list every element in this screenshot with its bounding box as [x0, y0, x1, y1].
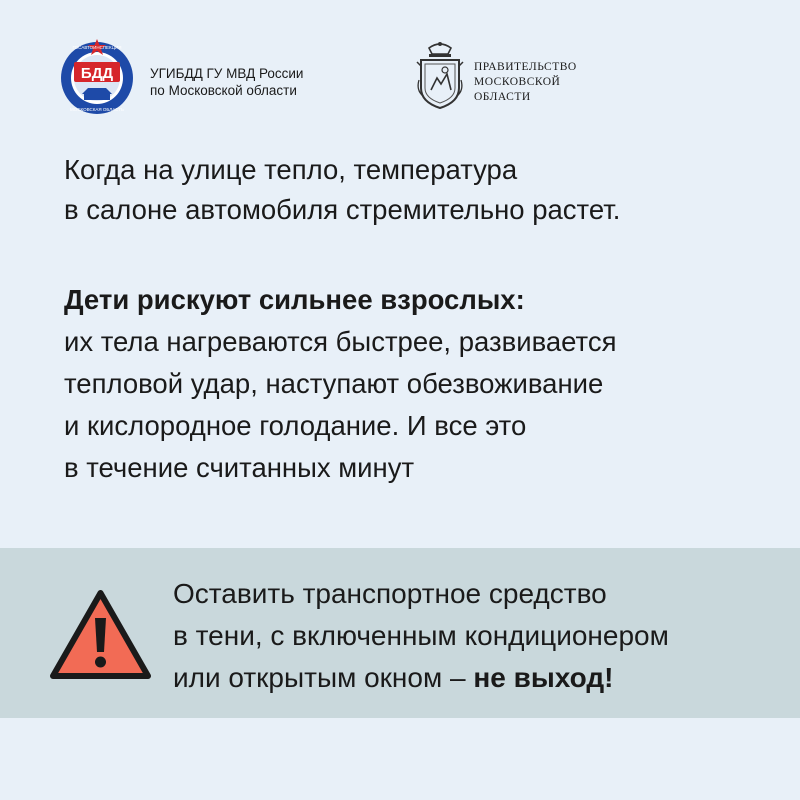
warning-line-3	[173, 657, 669, 699]
warning-band	[0, 548, 800, 718]
warning-message	[173, 573, 669, 699]
risk-line-2: тепловой удар, наступают обезвоживание	[64, 368, 604, 399]
gibdd-org-name	[150, 65, 303, 99]
intro-line-2: в салоне автомобиля стремительно растет.	[64, 194, 621, 225]
gibdd-line-1: УГИБДД ГУ МВД России	[150, 66, 304, 81]
risk-line-1: их тела нагреваются быстрее, развивается	[64, 326, 617, 357]
warning-emphasis: не выход!	[473, 662, 614, 693]
gov-line-1: ПРАВИТЕЛЬСТВО	[474, 61, 577, 73]
risk-heading: Дети рискуют сильнее взрослых:	[64, 284, 525, 315]
gov-line-2: МОСКОВСКОЙ	[474, 76, 561, 88]
warning-line-2: в тени, с включенным кондиционером	[173, 620, 669, 651]
gov-org-name	[474, 60, 577, 105]
gibdd-emblem-text: БДД	[80, 65, 114, 82]
gov-line-3: ОБЛАСТИ	[474, 91, 531, 103]
gibdd-emblem-ring-bottom: МОСКОВСКАЯ ОБЛАСТЬ	[70, 107, 124, 112]
risk-paragraph	[64, 279, 764, 489]
warning-triangle-icon	[48, 588, 153, 683]
risk-line-4: в течение считанных минут	[64, 452, 415, 483]
warning-line-3-prefix: или открытым окном –	[173, 662, 474, 693]
gibdd-emblem-icon	[60, 38, 134, 116]
gibdd-emblem-ring-top: ГОСАВТОИНСПЕКЦИЯ	[72, 45, 122, 50]
intro-paragraph	[64, 150, 754, 230]
warning-line-1: Оставить транспортное средство	[173, 578, 607, 609]
moscow-oblast-coat-of-arms-icon	[415, 40, 465, 110]
header	[60, 38, 760, 118]
gibdd-line-2: по Московской области	[150, 83, 297, 98]
intro-line-1: Когда на улице тепло, температура	[64, 154, 518, 185]
risk-line-3: и кислородное голодание. И все это	[64, 410, 527, 441]
